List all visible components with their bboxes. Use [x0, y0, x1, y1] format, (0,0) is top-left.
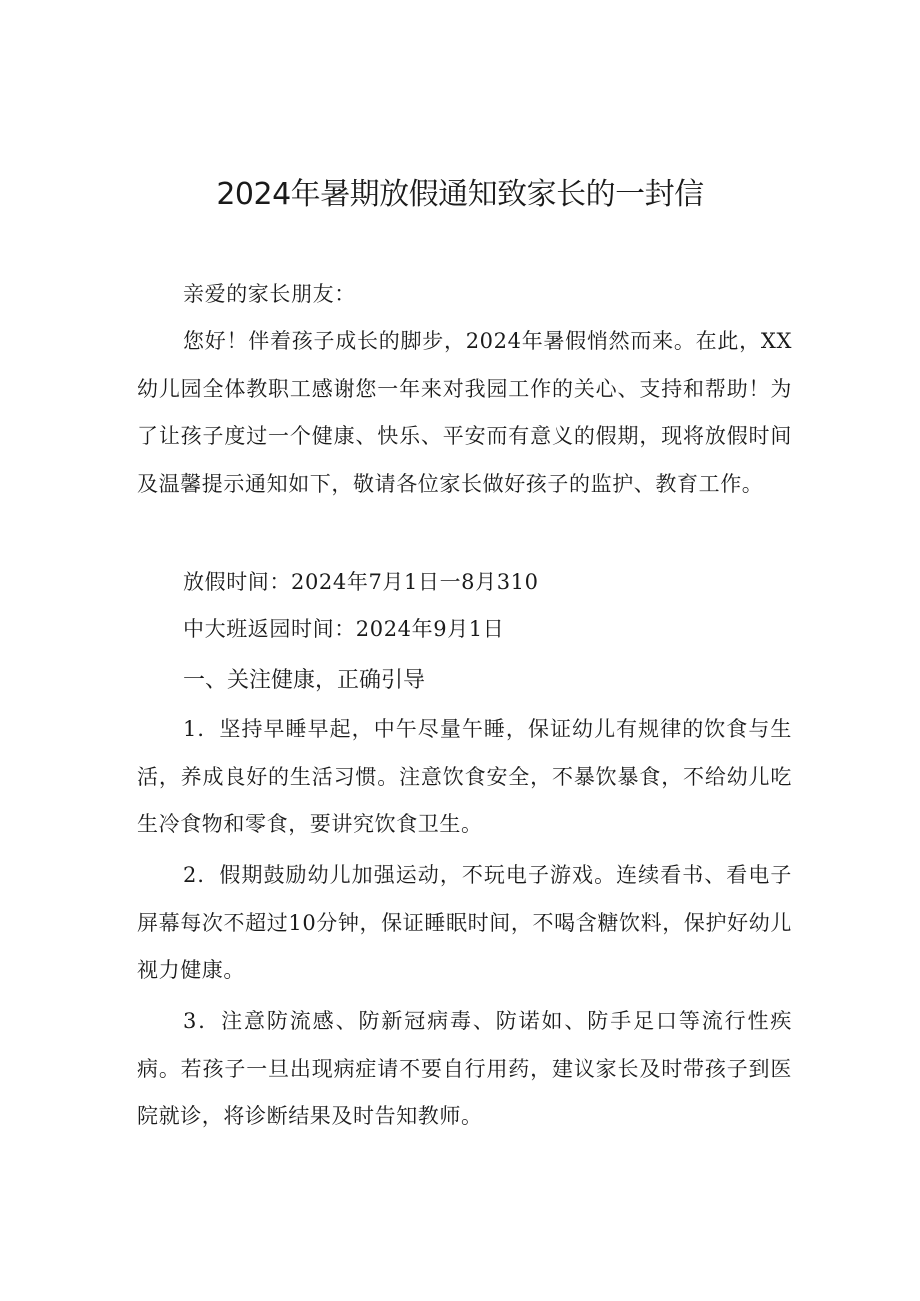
greeting: 亲爱的家长朋友：	[183, 282, 356, 306]
intro-paragraph: 您好！伴着孩子成长的脚步，2024年暑假悄然而来。在此，XX幼儿园全体教职工感谢您一年来对我园工作的关心、支持和帮助！为了让孩子度过一个健康、快乐、平安而有意义的假期，现将放假时间及温馨提示通知如下，敬请各位家长做好孩子的监护、教育工作。	[137, 329, 792, 496]
list-item-1: 1．坚持早睡早起，中午尽量午睡，保证幼儿有规律的饮食与生活，养成良好的生活习惯。注意饮食安全，不暴饮暴食，不给幼儿吃生冷食物和零食，要讲究饮食卫生。	[137, 717, 792, 836]
list-item-3: 3．注意防流感、防新冠病毒、防诺如、防手足口等流行性疾病。若孩子一旦出现病症请不要自行用药，建议家长及时带孩子到医院就诊，将诊断结果及时告知教师。	[137, 1009, 792, 1128]
page-title: 2024年暑期放假通知致家长的一封信	[216, 177, 704, 212]
holiday-time: 放假时间：2024年7月1日一8月310	[183, 570, 539, 594]
section-heading-health: 一、关注健康，正确引导	[183, 668, 426, 693]
return-time: 中大班返园时间：2024年9月1日	[183, 617, 505, 641]
list-item-2: 2．假期鼓励幼儿加强运动，不玩电子游戏。连续看书、看电子屏幕每次不超过10分钟，保证睡眠时间，不喝含糖饮料，保护好幼儿视力健康。	[137, 863, 792, 982]
